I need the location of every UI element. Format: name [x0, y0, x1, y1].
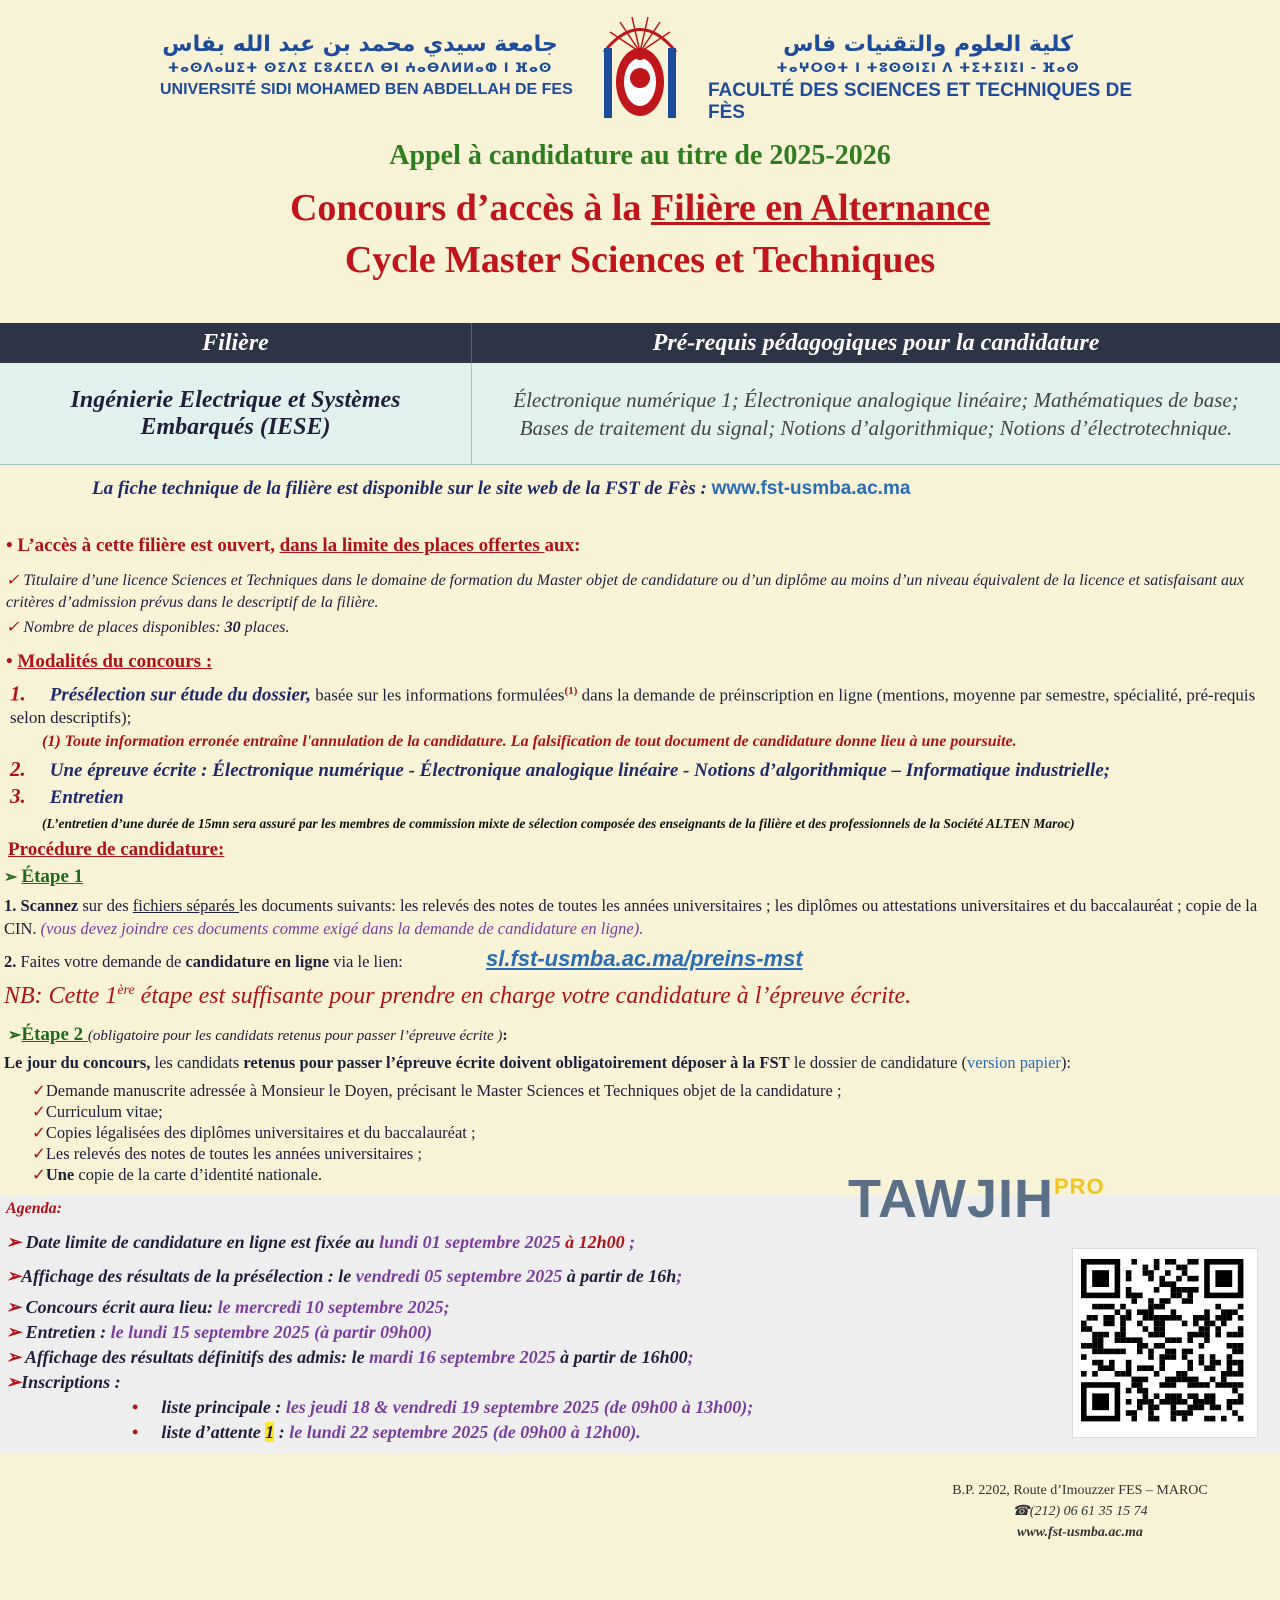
agenda-title: Agenda: [6, 1200, 62, 1217]
nb-note [4, 983, 911, 1010]
jour-text-b: le dossier de candidature ( [789, 1053, 967, 1072]
bullet-icon: • [6, 535, 13, 556]
checkmark-icon: ✓ [6, 619, 20, 636]
etape-1-heading [4, 866, 83, 888]
tawjih-pro-logo [848, 1168, 1105, 1230]
agenda-date: mardi 16 septembre 2025 [369, 1347, 556, 1367]
step-1-text-a: basée sur les informations formulées [311, 685, 565, 705]
agenda-text: Entretien : [25, 1322, 111, 1342]
faculty-name-french: FACULTÉ DES SCIENCES ET TECHNIQUES DE FÈS [708, 80, 1133, 123]
checkmark-icon: ✓ [32, 1081, 46, 1100]
scannez-label: Scannez [20, 896, 79, 915]
agenda-text: à partir de 16h00 [555, 1347, 688, 1367]
agenda-item-ecrit [6, 1297, 450, 1318]
footnote-marker: (1) [564, 685, 578, 697]
arrow-icon: ➢ [6, 1322, 22, 1342]
modalites-heading [6, 651, 212, 673]
item-number: 2. [4, 952, 17, 971]
doc-text: Copies légalisées des diplômes universitaires et du baccalauréat ; [45, 1123, 476, 1142]
jour-concours-text [4, 1053, 1071, 1073]
university-emblem-icon [596, 12, 684, 122]
fiche-technique-note [92, 478, 910, 500]
step-2-text: Une épreuve écrite : Électronique numérique - Électronique analogique linéaire - Notions d’algorithmique – Informatique industrielle; [49, 760, 1111, 781]
places-suffix: places. [240, 619, 290, 636]
etape-1-item-1 [4, 894, 1272, 940]
university-header [160, 32, 580, 100]
access-heading-pre: L’accès à cette filière est ouvert, [17, 535, 280, 556]
agenda-date: vendredi 05 septembre 2025 [355, 1266, 563, 1286]
nb-text-b: étape est suffisante pour prendre en charge votre candidature à l’épreuve écrite. [134, 983, 912, 1009]
list-item [32, 1164, 842, 1185]
cycle-title: Cycle Master Sciences et Techniques [344, 239, 936, 281]
nb-text-a: NB: Cette 1 [4, 983, 118, 1009]
etape-2-colon: : [502, 1027, 508, 1044]
address-line: B.P. 2202, Route d’Imouzzer FES – MAROC [952, 1483, 1208, 1498]
etape-1-item-2 [4, 952, 403, 972]
modalite-step-3 [10, 784, 124, 809]
item-1-underlined: fichiers séparés [132, 896, 240, 915]
agenda-date: les jeudi 18 & vendredi 19 septembre 2025 (de 09h00 à 13h00); [285, 1397, 754, 1417]
prereq-line-2: Bases de traitement du signal; Notions d’algorithmique; Notions d’électrotechnique. [519, 415, 1233, 440]
doc-text: Demande manuscrite adressée à Monsieur le Doyen, précisant le Master Sciences et Techniques objet de la candidature ; [45, 1081, 842, 1100]
etape-1-label: Étape 1 [21, 866, 84, 887]
agenda-text: Concours écrit aura lieu: [25, 1297, 218, 1317]
arrow-icon: ➢ [4, 869, 18, 886]
agenda-date: le lundi 15 septembre 2025 (à partir 09h00) [110, 1322, 433, 1342]
etape-2-label: Étape 2 [21, 1024, 88, 1045]
checkmark-icon: ✓ [32, 1165, 46, 1184]
logo-pro: PRO [1054, 1174, 1105, 1199]
table-header-prerequis: Pré-requis pédagogiques pour la candidature [472, 323, 1280, 363]
jour-text-c: ): [1060, 1053, 1072, 1072]
list-item [32, 1080, 842, 1101]
jour-bold: Le jour du concours, [4, 1053, 151, 1072]
agenda-end: ; [676, 1266, 683, 1286]
arrow-icon: ➢ [6, 1232, 22, 1252]
doc-bold: Une [45, 1165, 75, 1184]
qr-code-icon[interactable] [1072, 1248, 1258, 1438]
arrow-icon: ➢ [6, 1297, 22, 1317]
step-number: 1. [10, 681, 26, 706]
documents-list [32, 1080, 842, 1185]
access-heading-underlined: dans la limite des places offertes [279, 535, 545, 556]
logo-main: TAWJIH [848, 1169, 1054, 1229]
agenda-date: le lundi 22 septembre 2025 (de 09h00 à 12h00). [289, 1422, 641, 1442]
table-cell-filiere [0, 363, 472, 465]
procedure-heading: Procédure de candidature: [8, 839, 225, 860]
website-line[interactable]: www.fst-usmba.ac.ma [1017, 1525, 1143, 1540]
bullet-icon: • [132, 1397, 139, 1417]
agenda-item-deadline [6, 1232, 635, 1253]
phone-line: ☎(212) 06 61 35 15 74 [1012, 1504, 1148, 1519]
item-1-italic-note: (vous devez joindre ces documents comme exigé dans la demande de candidature en ligne). [40, 919, 644, 938]
list-item [32, 1122, 842, 1143]
university-name-french: UNIVERSITÉ SIDI MOHAMED BEN ABDELLAH DE FES [160, 81, 573, 98]
step-3-text: Entretien [49, 787, 124, 808]
agenda-text: Affichage des résultats définitifs des admis: le [24, 1347, 370, 1367]
item-1-text-a: sur des [78, 896, 133, 915]
table-cell-prerequis [472, 363, 1280, 465]
access-heading-post: aux: [544, 535, 581, 556]
agenda-liste-principale [132, 1397, 753, 1418]
checkmark-icon: ✓ [32, 1102, 46, 1121]
modalite-step-1 [10, 680, 1272, 730]
arrow-icon: ➢ [6, 1347, 22, 1367]
access-heading [6, 535, 580, 557]
agenda-item-resultats [6, 1347, 694, 1368]
places-label: Nombre de places disponibles: [23, 619, 225, 636]
qr-code-graphic [1073, 1249, 1257, 1437]
bullet-icon: • [6, 651, 13, 672]
agenda-text: liste d’attente [161, 1422, 266, 1442]
item-2-text-b: via le lien: [329, 952, 403, 971]
prereq-line-1: Électronique numérique 1; Électronique analogique linéaire; Mathématiques de base; [513, 387, 1239, 412]
agenda-item-preselection [6, 1266, 682, 1287]
faculty-name-arabic: كلية العلوم والتقنيات فاس [783, 32, 1073, 57]
item-2-bold: candidature en ligne [185, 952, 330, 971]
version-papier: version papier [967, 1053, 1061, 1072]
access-condition-text: Titulaire d’une licence Sciences et Techniques dans le domaine de formation du Master objet de candidature ou d’un diplôme au moins d’un niveau équivalent de la licence et satisfaisant aux critères d’admission prévus dans le descriptif de la filière. [6, 572, 1245, 611]
list-item [32, 1101, 842, 1122]
item-number: 1. [4, 896, 17, 915]
agenda-date: le mercredi 10 septembre 2025; [217, 1297, 450, 1317]
list-item [32, 1143, 842, 1164]
modalites-title: Modalités du concours : [17, 651, 213, 672]
preinscription-link[interactable]: sl.fst-usmba.ac.ma/preins-mst [486, 946, 803, 971]
doc-text: Curriculum vitae; [45, 1102, 163, 1121]
arrow-icon: ➢ [6, 1266, 22, 1286]
address-block [880, 1480, 1280, 1543]
arrow-icon: ➢ [6, 1372, 22, 1392]
fiche-text: La fiche technique de la filière est disponible sur le site web de la FST de Fès : [92, 478, 707, 499]
falsification-warning: (1) Toute information erronée entraîne l'annulation de la candidature. La falsification de tout document de candidature donne lieu à une poursuite. [42, 733, 1017, 750]
prerequisites-table [0, 323, 1280, 464]
university-name-arabic: جامعة سيدي محمد بن عبد الله بفاس [162, 32, 558, 57]
agenda-liste-attente [132, 1422, 641, 1443]
entretien-note: (L’entretien d’une durée de 15mn sera assuré par les membres de commission mixte de sélection composée des enseignants de la filière et des professionnels de la Société ALTEN Maroc) [42, 816, 1075, 831]
faculty-name-tifinagh: ⵜⴰⵖⵔⵙⵜ ⵏ ⵜⵓⵙⵙⵏⵉⵏ ⴷ ⵜⵉⵜⵉⵏⵉⵏ - ⴼⴰⵙ [776, 61, 1080, 76]
etape-2-heading [8, 1024, 508, 1046]
agenda-time: à 12h00 [560, 1232, 625, 1252]
faculty-header [708, 32, 1168, 124]
agenda-text: Date limite de candidature en ligne est fixée au [25, 1232, 380, 1252]
contest-title-underlined: Filière en Alternance [650, 187, 991, 229]
agenda-text: : [274, 1422, 290, 1442]
item-1-text-b: les documents suivants: les relevés des notes de toutes les années universitaires ; les diplômes ou attestations universitaires et du baccalauréat ; copie de la CIN. [4, 896, 1258, 938]
etape-2-note: (obligatoire pour les candidats retenus pour passer l’épreuve écrite ) [87, 1028, 503, 1044]
website-link[interactable]: www.fst-usmba.ac.ma [711, 478, 911, 499]
jour-bold-2: retenus pour passer l’épreuve écrite doivent obligatoirement déposer à la FST [243, 1053, 790, 1072]
modalite-step-2 [10, 757, 1110, 782]
access-places [6, 617, 289, 639]
places-count: 30 [224, 619, 241, 636]
agenda-text: Affichage des résultats de la présélection : le [21, 1266, 356, 1286]
doc-text: Les relevés des notes de toutes les années universitaires ; [45, 1144, 423, 1163]
highlighted-number: 1 [265, 1422, 275, 1442]
item-2-text-a: Faites votre demande de [20, 952, 186, 971]
university-name-tifinagh: ⵜⴰⵙⴷⴰⵡⵉⵜ ⵙⵉⴷⵉ ⵎⵓⵃⵎⵎⴷ ⴱⵏ ⵄⴰⴱⴷⵍⵍⴰⵀ ⵏ ⴼⴰⵙ [167, 61, 553, 76]
checkmark-icon: ✓ [32, 1123, 46, 1142]
doc-text: copie de la carte d’identité nationale. [74, 1165, 323, 1184]
step-number: 2. [10, 757, 26, 781]
nb-superscript: ère [117, 983, 135, 998]
step-1-bold: Présélection sur étude du dossier, [49, 684, 312, 706]
contest-title-prefix: Concours d’accès à la [289, 187, 651, 229]
agenda-text: à partir de 16h [562, 1266, 677, 1286]
checkmark-icon: ✓ [32, 1144, 46, 1163]
checkmark-icon: ✓ [6, 572, 20, 589]
agenda-item-inscriptions [6, 1372, 121, 1393]
agenda-end: ; [624, 1232, 636, 1252]
agenda-date: lundi 01 septembre 2025 [379, 1232, 561, 1252]
agenda-text: Inscriptions : [21, 1372, 121, 1392]
agenda-end: ; [687, 1347, 694, 1367]
table-header-filiere: Filière [0, 323, 472, 363]
arrow-icon: ➢ [8, 1027, 22, 1044]
contest-title [0, 186, 1280, 230]
step-number: 3. [10, 784, 26, 808]
agenda-text: liste principale : [161, 1397, 286, 1417]
filiere-line-1: Ingénierie Electrique et Systèmes [70, 386, 401, 413]
bullet-icon: • [132, 1422, 139, 1442]
agenda-item-entretien [6, 1322, 432, 1343]
step-1-text-b: dans la demande de préinscription en ligne (mentions, moyenne par semestre, spécialité, pré-requis selon descriptifs); [10, 685, 1256, 728]
filiere-line-2: Embarqués (IESE) [140, 413, 331, 440]
jour-text-a: les candidats [150, 1053, 244, 1072]
access-condition-licence [6, 570, 1272, 614]
call-title: Appel à candidature au titre de 2025-2026 [389, 140, 891, 171]
